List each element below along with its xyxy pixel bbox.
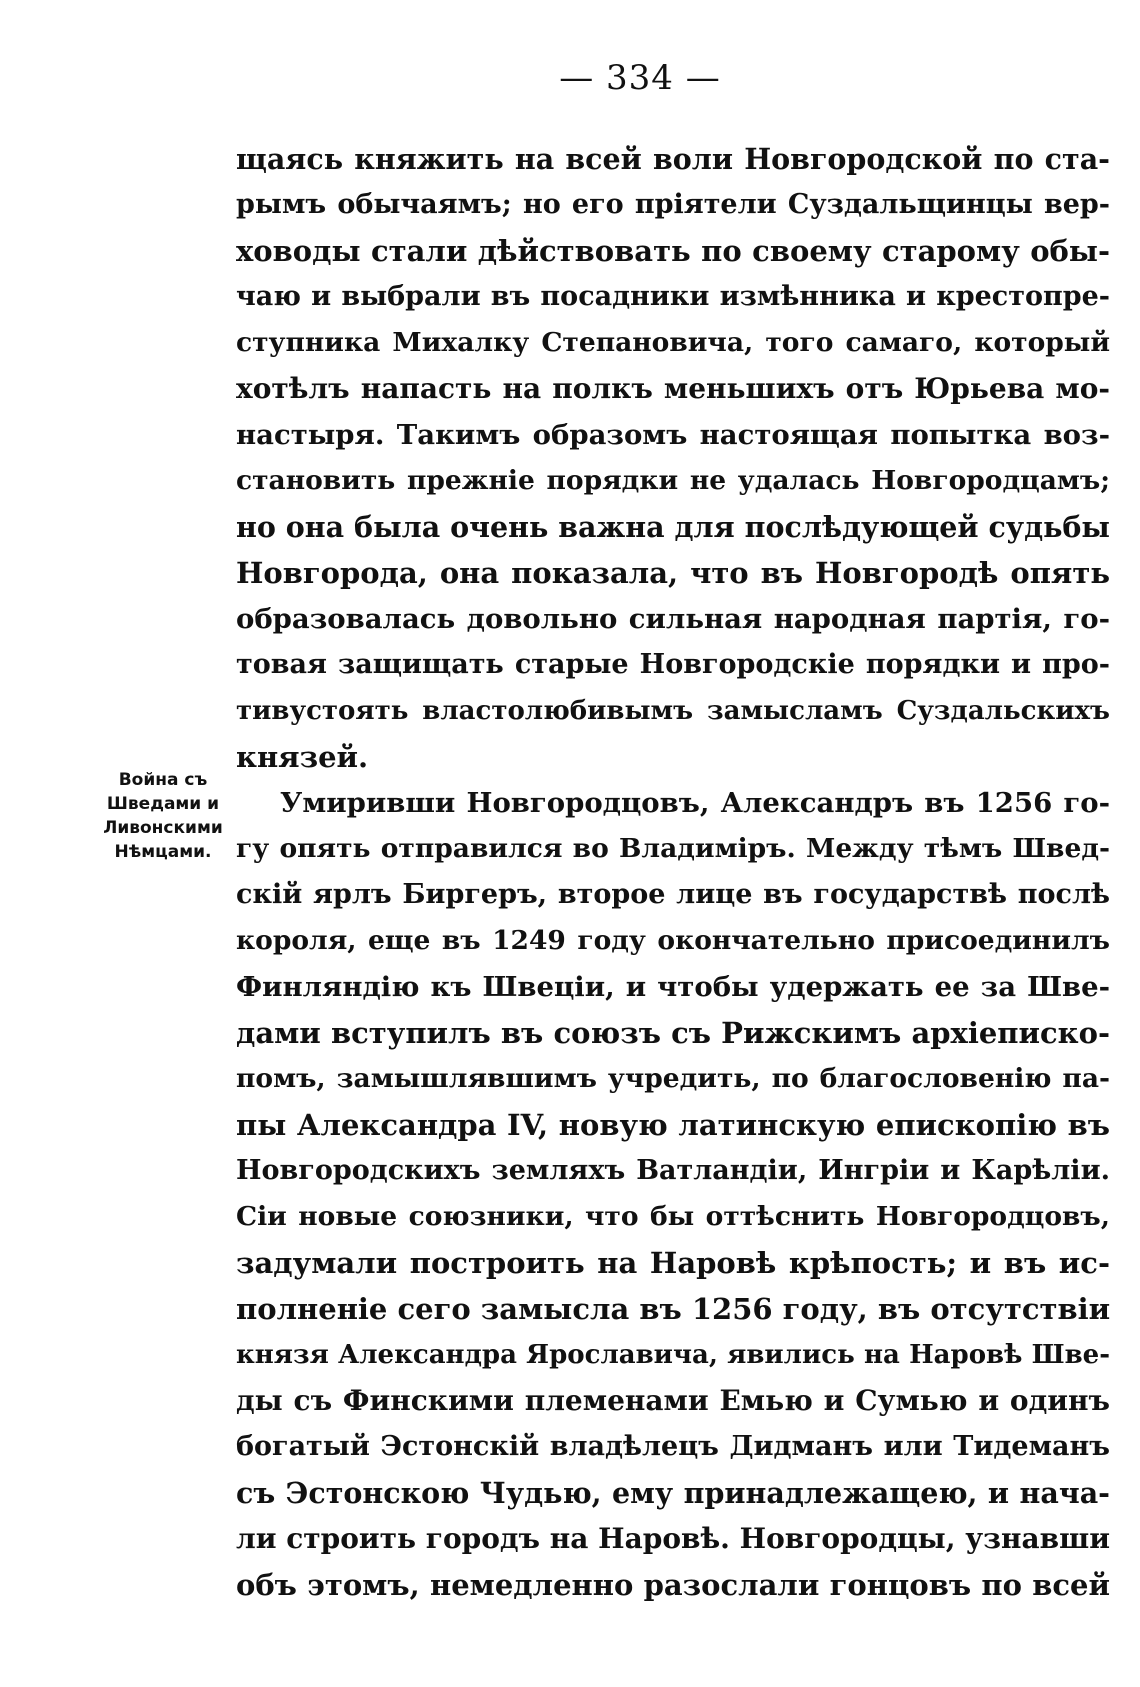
text-line: скiй ярлъ Биргеръ, второе лице въ государствѣ послѣ bbox=[236, 879, 1110, 910]
text-line: ды съ Финскими племенами Емью и Сумью и одинъ bbox=[236, 1384, 1110, 1417]
text-line: задумали построить на Наровѣ крѣпость; и въ ис- bbox=[236, 1246, 1110, 1280]
margin-note-line: Шведами и bbox=[106, 794, 220, 814]
margin-note-line: Война съ bbox=[118, 770, 208, 790]
text-line: князя Александра Ярославича, явились на Наровѣ Шве- bbox=[236, 1340, 1110, 1370]
text-line: щаясь княжить на всей воли Новгородской по ста- bbox=[236, 142, 1110, 176]
text-line: съ Эстонскою Чудью, ему принадлежащею, и нача- bbox=[236, 1476, 1110, 1510]
text-line: Новгородскихъ земляхъ Ватландiи, Ингрiи и Карѣлiи. bbox=[236, 1155, 1110, 1186]
body-text bbox=[236, 136, 1110, 1608]
page-number: — 334 — bbox=[559, 58, 721, 98]
text-line: но она была очень важна для послѣдующей судьбы bbox=[236, 510, 1110, 544]
text-line: ступника Михалку Степановича, того самаго, который bbox=[236, 327, 1110, 358]
margin-note-line: Ливонскими bbox=[103, 818, 223, 838]
text-line: настыря. Такимъ образомъ настоящая попытка воз- bbox=[236, 419, 1110, 451]
margin-note-line: Нѣмцами. bbox=[114, 842, 212, 862]
text-line: рымъ обычаямъ; но его прiятели Суздальщинцы вер- bbox=[236, 189, 1110, 220]
text-line: гу опять отправился во Владимiръ. Между тѣмъ Швед- bbox=[236, 833, 1110, 864]
text-line: образовалась довольно сильная народная партiя, го- bbox=[236, 603, 1110, 635]
text-line: хотѣлъ напасть на полкъ меньшихъ отъ Юрьева мо- bbox=[236, 372, 1110, 405]
text-line-paragraph-end: князей. bbox=[236, 740, 369, 774]
text-line-paragraph-start: Умиривши Новгородцовъ, Александръ въ 1256 го- bbox=[280, 787, 1110, 819]
text-line: помъ, замышлявшимъ учредить, по благословенiю па- bbox=[236, 1063, 1110, 1094]
text-line: объ этомъ, немедленно разослали гонцовъ по всей bbox=[236, 1568, 1110, 1602]
text-line: богатый Эстонскiй владѣлецъ Дидманъ или Тидеманъ bbox=[236, 1431, 1110, 1462]
text-line: чаю и выбрали въ посадники измѣнника и крестопре- bbox=[236, 281, 1110, 312]
text-line: ли строить городъ на Наровѣ. Новгородцы, узнавши bbox=[236, 1522, 1110, 1555]
text-line: становить прежнiе порядки не удалась Новгородцамъ; bbox=[236, 465, 1110, 496]
text-line: пы Александра IV, новую латинскую епископiю въ bbox=[236, 1108, 1110, 1142]
text-line: полненiе сего замысла въ 1256 году, въ отсутствiи bbox=[236, 1292, 1110, 1326]
text-line: Новгорода, она показала, что въ Новгородѣ опять bbox=[236, 556, 1110, 590]
text-line: Сiи новые союзники, что бы оттѣснить Новгородцовъ, bbox=[236, 1201, 1110, 1232]
text-line: Финляндiю къ Швецiи, и чтобы удержать ее за Шве- bbox=[236, 971, 1110, 1003]
margin-note bbox=[88, 768, 238, 864]
text-line: товая защищать старые Новгородскiе порядки и про- bbox=[236, 649, 1110, 680]
text-line: дами вступилъ въ союзъ съ Рижскимъ архiеписко- bbox=[236, 1016, 1110, 1050]
text-line: короля, еще въ 1249 году окончательно присоединилъ bbox=[236, 925, 1110, 956]
text-line: тивустоять властолюбивымъ замысламъ Суздальскихъ bbox=[236, 696, 1110, 726]
text-line: ховоды стали дѣйствовать по своему старому обы- bbox=[236, 234, 1110, 268]
